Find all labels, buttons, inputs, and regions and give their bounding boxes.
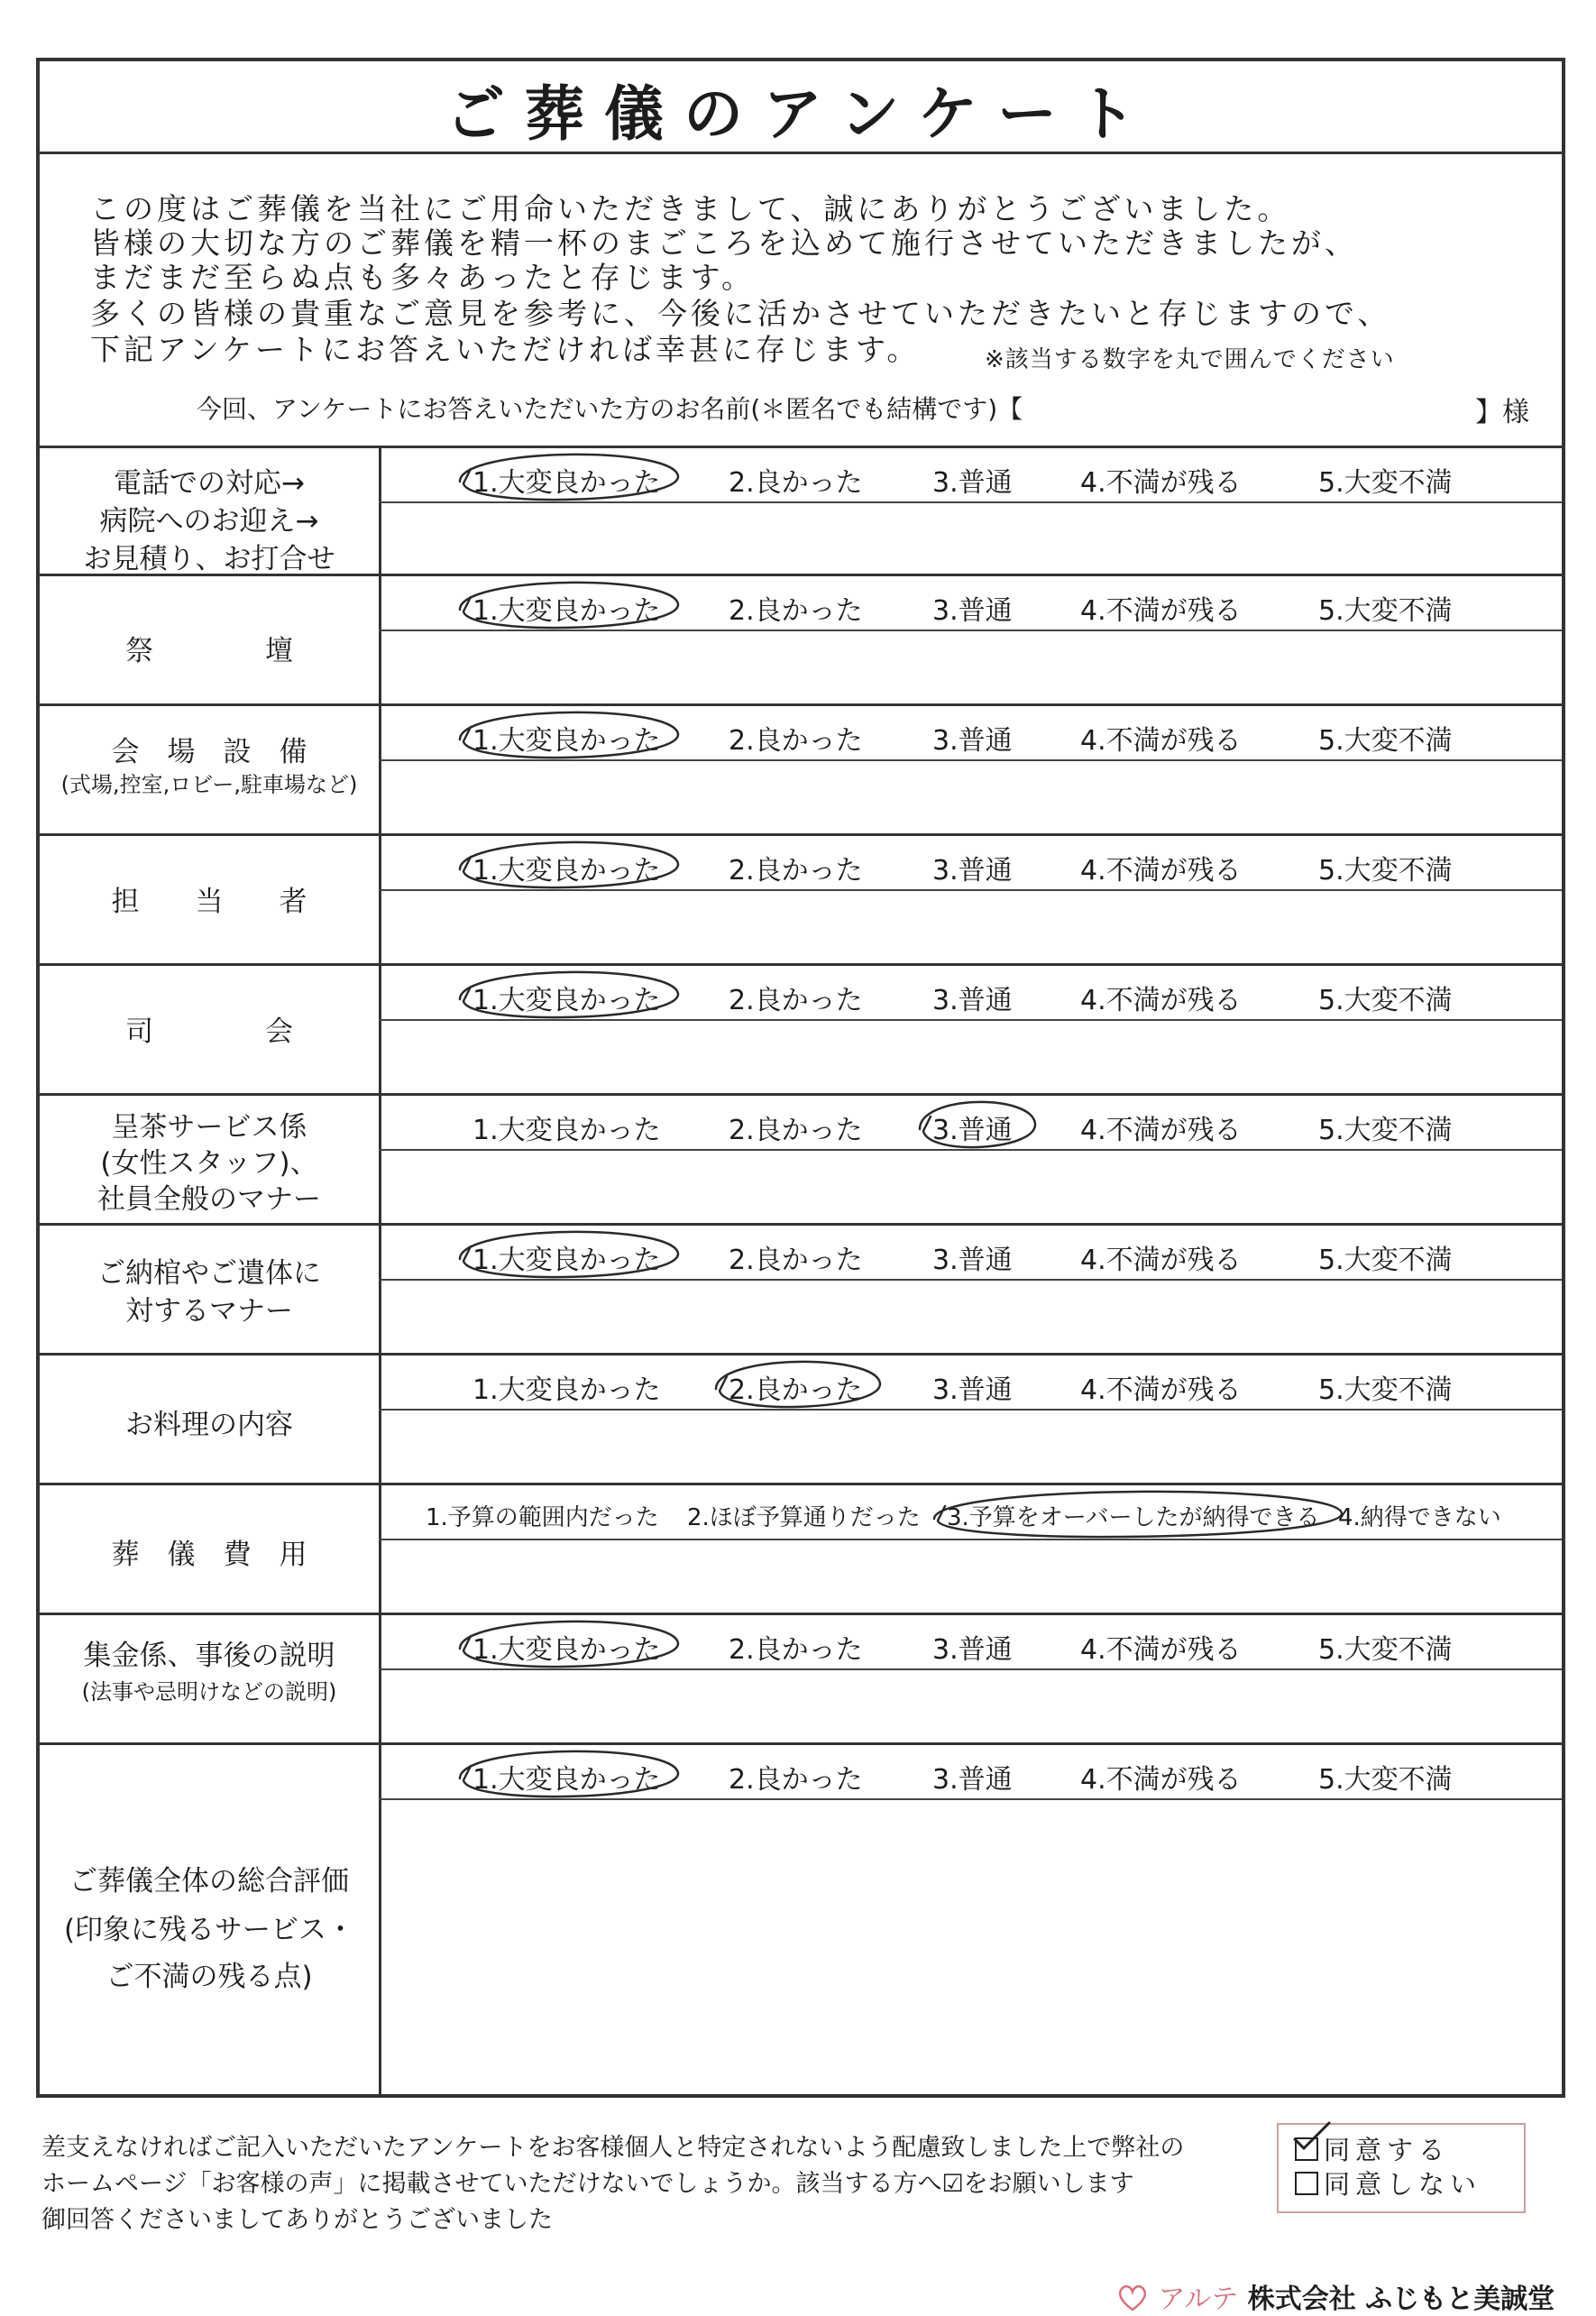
rating-option[interactable]: 2.良かった bbox=[729, 1764, 863, 1796]
selection-circle bbox=[460, 583, 678, 628]
disagree-checkbox[interactable] bbox=[1295, 2172, 1318, 2195]
rating-option[interactable]: 4.不満が残る bbox=[1080, 1374, 1242, 1406]
question-label: ご葬儀全体の総合評価 bbox=[69, 1865, 349, 1898]
consent-request-line-2: ホームページ「お客様の声」に掲載させていただけないでしょうか。該当する方へ☑をお願いします bbox=[41, 2170, 1134, 2198]
question-label: 葬 儀 費 用 bbox=[111, 1539, 307, 1571]
name-field-label: 今回、アンケートにお答えいただいた方のお名前(＊匿名でも結構です)【 bbox=[197, 394, 1023, 424]
rating-option[interactable]: 1.大変良かった bbox=[472, 1245, 661, 1276]
intro-line-2: 皆様の大切な方のご葬儀を精一杯のまごころを込めて施行させていただきましたが、 bbox=[90, 225, 1358, 261]
rating-option[interactable]: 4.不満が残る bbox=[1080, 467, 1242, 499]
question-label: お見積り、お打合せ bbox=[83, 543, 335, 575]
instruction-note: ※該当する数字を丸で囲んでください bbox=[985, 346, 1395, 373]
question-label: 病院へのお迎え→ bbox=[99, 505, 319, 538]
company-signature bbox=[1116, 2276, 1555, 2316]
rating-option[interactable]: 4.不満が残る bbox=[1080, 1634, 1242, 1666]
rating-option[interactable]: 5.大変不満 bbox=[1318, 1634, 1453, 1666]
selection-circle bbox=[716, 1362, 880, 1407]
rating-option[interactable]: 4.不満が残る bbox=[1080, 725, 1242, 757]
intro-line-5: 下記アンケートにお答えいただければ幸甚に存じます。 bbox=[90, 332, 921, 367]
heart-logo-icon bbox=[1116, 2284, 1149, 2311]
rating-option[interactable]: 1.大変良かった bbox=[472, 725, 661, 757]
selection-circle bbox=[460, 1232, 678, 1277]
rating-option[interactable]: 3.普通 bbox=[932, 1634, 1013, 1666]
rating-option[interactable]: 5.大変不満 bbox=[1318, 1115, 1453, 1146]
rating-option[interactable]: 2.良かった bbox=[729, 725, 863, 757]
rating-option[interactable]: 1.大変良かった bbox=[472, 467, 661, 499]
question-label: (式場,控室,ロビー,駐車場など) bbox=[60, 772, 358, 797]
rating-option[interactable]: 5.大変不満 bbox=[1318, 1374, 1453, 1406]
rating-option[interactable]: 2.良かった bbox=[729, 1245, 863, 1276]
rating-option[interactable]: 3.普通 bbox=[932, 1245, 1013, 1276]
selection-circle bbox=[934, 1492, 1342, 1537]
cost-option[interactable]: 1.予算の範囲内だった bbox=[426, 1504, 659, 1531]
question-label: 電話での対応→ bbox=[114, 467, 305, 500]
page-title: ご葬儀のアンケート bbox=[445, 78, 1157, 149]
rating-option[interactable]: 3.普通 bbox=[932, 595, 1013, 627]
rating-option[interactable]: 1.大変良かった bbox=[472, 1115, 661, 1146]
disagree-label: 同意しない bbox=[1324, 2169, 1482, 2200]
rating-option[interactable]: 5.大変不満 bbox=[1318, 1245, 1453, 1276]
rating-option[interactable]: 1.大変良かった bbox=[472, 855, 661, 887]
rating-option[interactable]: 5.大変不満 bbox=[1318, 855, 1453, 887]
rating-option[interactable]: 4.不満が残る bbox=[1080, 1245, 1242, 1276]
selection-circle bbox=[460, 455, 678, 500]
name-field-suffix: 】様 bbox=[1475, 397, 1529, 428]
question-label: 呈茶サービス係 bbox=[111, 1111, 307, 1144]
rating-option[interactable]: 1.大変良かった bbox=[472, 1634, 661, 1666]
rating-option[interactable]: 5.大変不満 bbox=[1318, 467, 1453, 499]
rating-option[interactable]: 3.普通 bbox=[932, 855, 1013, 887]
cost-option[interactable]: 2.ほぼ予算通りだった bbox=[687, 1504, 921, 1531]
rating-option[interactable]: 4.不満が残る bbox=[1080, 985, 1242, 1016]
question-label: 対するマナー bbox=[125, 1295, 293, 1328]
company-logo-text: アルテ bbox=[1158, 2284, 1239, 2315]
question-label: (印象に残るサービス・ bbox=[63, 1914, 355, 1946]
rating-option[interactable]: 3.普通 bbox=[932, 1374, 1013, 1406]
selection-circle bbox=[460, 1622, 678, 1667]
question-label: 会 場 設 備 bbox=[111, 736, 307, 768]
rating-option[interactable]: 1.大変良かった bbox=[472, 1764, 661, 1796]
question-label: (女性スタッフ)、 bbox=[100, 1147, 318, 1180]
agree-label: 同意する bbox=[1324, 2135, 1451, 2165]
consent-request bbox=[41, 2130, 1184, 2238]
selection-circle bbox=[460, 1751, 678, 1797]
rating-option[interactable]: 4.不満が残る bbox=[1080, 1115, 1242, 1146]
rating-option[interactable]: 2.良かった bbox=[729, 1634, 863, 1666]
rating-option[interactable]: 2.良かった bbox=[729, 467, 863, 499]
rating-option[interactable]: 1.大変良かった bbox=[472, 985, 661, 1016]
question-label: (法事や忌明けなどの説明) bbox=[81, 1679, 337, 1705]
consent-request-line-1: 差支えなければご記入いただいたアンケートをお客様個人と特定されないよう配慮致しました上で弊社の bbox=[41, 2134, 1185, 2162]
rating-option[interactable]: 3.普通 bbox=[932, 725, 1013, 757]
intro-line-4: 多くの皆様の貴重なご意見を参考に、今後に活かさせていただきたいと存じますので、 bbox=[90, 296, 1391, 331]
rating-option[interactable]: 4.不満が残る bbox=[1080, 595, 1242, 627]
rating-option[interactable]: 5.大変不満 bbox=[1318, 985, 1453, 1016]
rating-option[interactable]: 2.良かった bbox=[729, 855, 863, 887]
check-mark-icon bbox=[1289, 2119, 1335, 2155]
rating-option[interactable]: 2.良かった bbox=[729, 985, 863, 1016]
selection-circle bbox=[460, 842, 678, 887]
selection-circle bbox=[920, 1102, 1035, 1147]
rating-option[interactable]: 3.普通 bbox=[932, 467, 1013, 499]
rating-option[interactable]: 4.不満が残る bbox=[1080, 1764, 1242, 1796]
intro-line-3: まだまだ至らぬ点も多々あったと存じます。 bbox=[90, 260, 756, 295]
question-label: お料理の内容 bbox=[125, 1409, 293, 1441]
consent-request-line-3: 御回答くださいましてありがとうございました bbox=[41, 2206, 553, 2234]
rating-option[interactable]: 4.不満が残る bbox=[1080, 855, 1242, 887]
question-label: 祭 壇 bbox=[125, 635, 293, 667]
question-label: 担 当 者 bbox=[111, 886, 307, 918]
selection-circle bbox=[460, 712, 678, 758]
cost-option[interactable]: 3.予算をオーバーしたが納得できる bbox=[947, 1504, 1320, 1531]
company-name: 株式会社 ふじもと美誠堂 bbox=[1247, 2284, 1555, 2315]
rating-option[interactable]: 1.大変良かった bbox=[472, 1374, 661, 1406]
question-label: ご納棺やご遺体に bbox=[97, 1257, 321, 1290]
question-label: 集金係、事後の説明 bbox=[83, 1640, 335, 1672]
rating-option[interactable]: 1.大変良かった bbox=[472, 595, 661, 627]
rating-option[interactable]: 5.大変不満 bbox=[1318, 725, 1453, 757]
question-label: 司 会 bbox=[125, 1016, 293, 1048]
disagree-option[interactable] bbox=[1295, 2164, 1481, 2201]
question-label: 社員全般のマナー bbox=[97, 1183, 321, 1216]
selection-circle bbox=[460, 972, 678, 1017]
intro-line-1: この度はご葬儀を当社にご用命いただきまして、誠にありがとうございました。 bbox=[90, 191, 1291, 226]
cost-option[interactable]: 4.納得できない bbox=[1338, 1504, 1501, 1531]
rating-option[interactable]: 3.普通 bbox=[932, 1764, 1013, 1796]
rating-option[interactable]: 5.大変不満 bbox=[1318, 1764, 1453, 1796]
rating-option[interactable]: 3.普通 bbox=[932, 1115, 1013, 1146]
rating-option[interactable]: 2.良かった bbox=[729, 1374, 863, 1406]
rating-option[interactable]: 2.良かった bbox=[729, 1115, 863, 1146]
rating-option[interactable]: 5.大変不満 bbox=[1318, 595, 1453, 627]
rating-option[interactable]: 3.普通 bbox=[932, 985, 1013, 1016]
question-label: ご不満の残る点) bbox=[105, 1961, 313, 1993]
rating-option[interactable]: 2.良かった bbox=[729, 595, 863, 627]
